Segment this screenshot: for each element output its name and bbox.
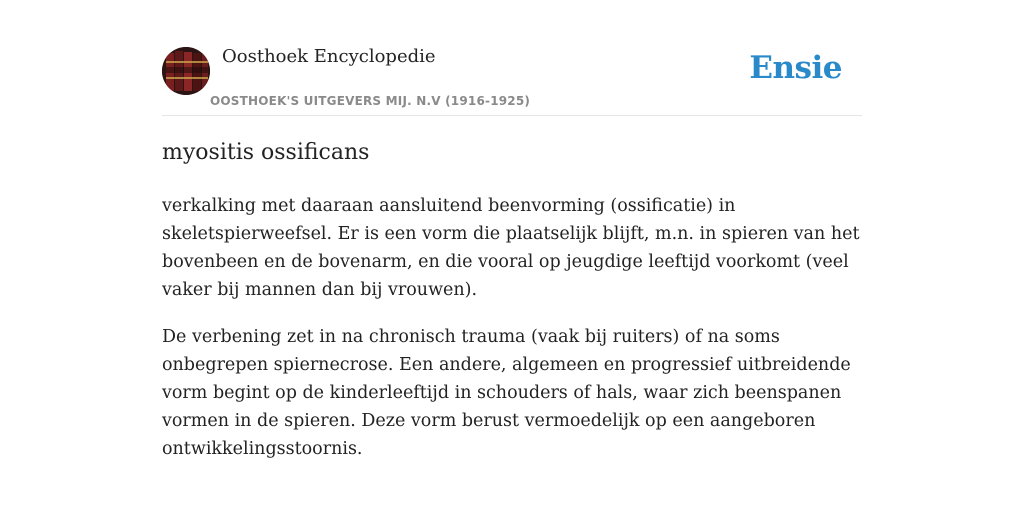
encyclopedia-books-icon[interactable]: [162, 47, 210, 95]
brand-logo[interactable]: Ensie: [749, 50, 842, 86]
entry-paragraph: verkalking met daaraan aansluitend beenvorming (ossificatie) in skeletspierweefsel. Er is een vorm die plaatselijk blijft, m.n. in spieren van het bovenbeen en de bovenarm, en die vooral op jeugdige leeftijd voorkomt (veel vaker bij mannen dan bij vrouwen).: [162, 196, 860, 300]
source-subtitle: OOSTHOEK'S UITGEVERS MIJ. N.V (1916-1925): [210, 94, 531, 108]
source-title[interactable]: Oosthoek Encyclopedie: [222, 46, 436, 67]
source-header: [162, 0, 862, 116]
entry-paragraph: De verbening zet in na chronisch trauma (vaak bij ruiters) of na soms onbegrepen spiernecrose. Een andere, algemeen en progressief uitbreidende vorm begint op de kinderleeftijd in schouders of hals, waar zich beenspanen vormen in de spieren. Deze vorm berust vermoedelijk op een aangeboren ontwikkelingsstoornis.: [162, 327, 851, 459]
article-card: [162, 0, 862, 512]
entry-title: myositis ossificans: [162, 140, 370, 165]
entry-body: [162, 192, 867, 482]
